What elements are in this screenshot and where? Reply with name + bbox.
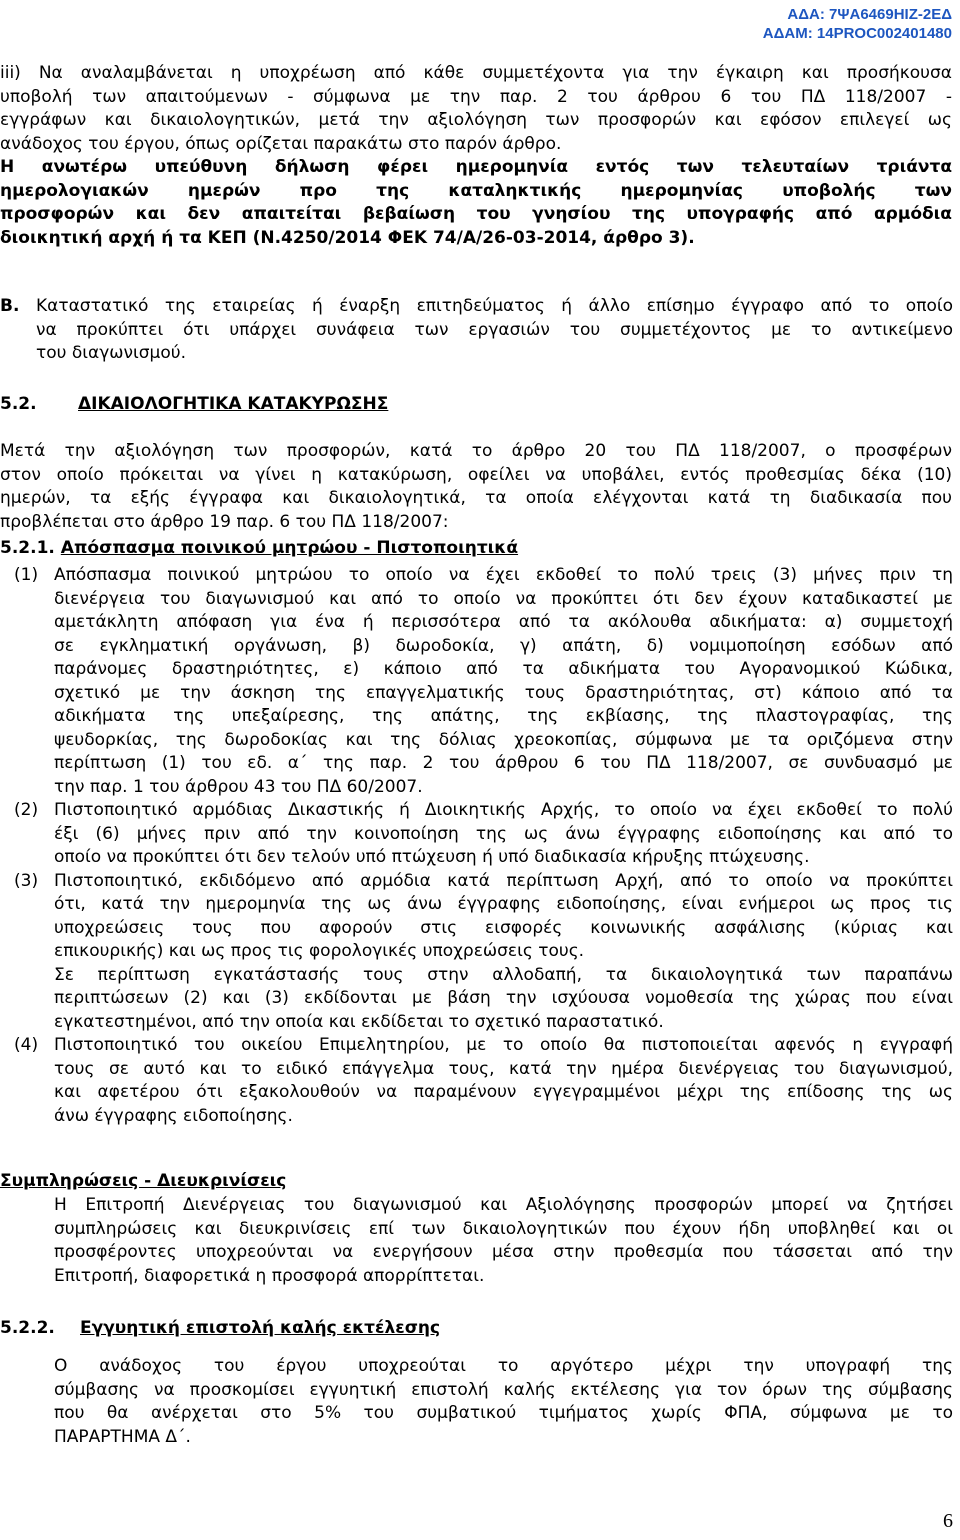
page-number: 6	[943, 1510, 953, 1532]
supplements-paragraph	[54, 1194, 953, 1288]
item-line: αμετάκλητη απόφαση για ένα ή περισσότερα από τα ακόλουθα αδικήματα: α) συμμετοχή	[54, 612, 953, 632]
list-item	[14, 870, 953, 1035]
section-5-2-paragraph	[0, 440, 952, 534]
intro-paragraph	[0, 62, 952, 250]
item-line: Πιστοποιητικό, εκδιδόμενο από αρμόδια κατά περίπτωση Αρχή, από το οποίο να προκύπτει	[54, 870, 953, 891]
item-b-line: Καταστατικό της εταιρείας ή έναρξη επιτηδεύματος ή άλλο επίσημο έγγραφο από το οποίο	[36, 296, 953, 316]
paragraph-line: προσφέροντες υποχρεούνται να ενεργήσουν μέσα στην προθεσμία που τάσσεται από την	[54, 1242, 953, 1262]
section-number: 5.2.2.	[0, 1318, 55, 1338]
section-title: Απόσπασμα ποινικού μητρώου - Πιστοποιητικά	[60, 538, 519, 558]
intro-bold-line: ημερολογιακών ημερών προ της καταληκτικής ημερομηνίας υποβολής των	[0, 180, 952, 201]
intro-line: υποβολή των απαιτούμενων - σύμφωνα με την παρ. 2 του άρθρου 6 του ΠΔ 118/2007 -	[0, 86, 952, 107]
item-b	[36, 295, 953, 366]
item-line: ψευδορκίας, της δωροδοκίας και της δόλιας χρεοκοπίας, σύμφωνα με τα οριζόμενα στην	[54, 729, 953, 750]
item-line: επικουρικής) και ως προς τις φορολογικές υποχρεώσεις τους.	[54, 941, 585, 961]
paragraph-line: Επιτροπή, διαφορετικά η προσφορά απορρίπτεται.	[54, 1265, 485, 1286]
item-number: (4)	[14, 1035, 39, 1055]
ada-code: ΑΔΑ: 7ΨΑ6469ΗΙΖ-2ΕΔ	[787, 6, 952, 23]
item-text	[54, 870, 953, 1035]
document-header	[763, 5, 952, 43]
item-text	[54, 564, 953, 799]
list-item	[14, 564, 953, 799]
item-text	[54, 799, 953, 870]
section-title: Εγγυητική επιστολή καλής εκτέλεσης	[80, 1318, 441, 1338]
item-b-label: Β.	[0, 296, 20, 316]
intro-line: ανάδοχος του έργου, όπως ορίζεται παρακάτω στο παρόν άρθρο.	[0, 133, 562, 154]
item-line: και αφετέρου ότι εξακολουθούν να παραμένουν εγγεγραμμένοι μέχρι της επίδοσης της ως	[54, 1082, 953, 1102]
item-line: τους σε αυτό και το ειδικό επάγγελμα τους, κατά την ημέρα διενέργειας του διαγωνισμού,	[54, 1058, 953, 1079]
item-line: Πιστοποιητικό αρμόδιας Δικαστικής ή Διοικητικής Αρχής, το οποίο να έχει εκδοθεί το πολύ	[54, 800, 953, 820]
list-item	[14, 1034, 953, 1128]
item-line: περιπτώσεων (2) και (3) εκδίδονται με βάση την ισχύουσα νομοθεσία της χώρας που είναι	[54, 988, 953, 1008]
section-5-2-2-paragraph	[54, 1355, 953, 1449]
item-line: παράνομες δραστηριότητες, ε) κάποιο από τα αδικήματα του Αγορανομικού Κώδικα,	[54, 659, 953, 679]
section-number: 5.2.1.	[0, 538, 55, 558]
item-line: έξι (6) μήνες πριν από την κοινοποίηση της ως άνω έγγραφης ειδοποίησης και από το	[54, 823, 953, 844]
item-line: Πιστοποιητικό του οικείου Επιμελητηρίου, με το οποίο θα πιστοποιείται αφενός η εγγραφή	[54, 1035, 953, 1055]
paragraph-line: σύμβασης να προσκομίσει εγγυητική επιστολή καλής εκτέλεσης για τον όρων της σύμβασης	[54, 1379, 953, 1400]
item-number: (3)	[14, 870, 39, 891]
section-5-2-1-heading	[0, 537, 518, 561]
intro-bold-line: Η ανωτέρω υπεύθυνη δήλωση φέρει ημερομηνία εντός των τελευταίων τριάντα	[0, 157, 952, 177]
item-line: αδικήματα της υπεξαίρεσης, της απάτης, της εκβίασης, της πλαστογραφίας, της	[54, 706, 953, 726]
section-number: 5.2.	[0, 394, 37, 414]
supplements-heading: Συμπληρώσεις - Διευκρινίσεις	[0, 1171, 287, 1191]
paragraph-line: Ο ανάδοχος του έργου υποχρεούται το αργότερο μέχρι την υπογραφή της	[54, 1356, 953, 1376]
intro-bold-line: διοικητική αρχή ή τα ΚΕΠ (Ν.4250/2014 ΦΕΚ 74/Α/26-03-2014, άρθρο 3).	[0, 227, 695, 248]
section-5-2-heading	[0, 393, 388, 417]
intro-bold-line: προσφορών και δεν απαιτείται βεβαίωση του γνησίου της υπογραφής από αρμόδια	[0, 204, 952, 224]
paragraph-line: Η Επιτροπή Διενέργειας του διαγωνισμού και Αξιολόγησης προσφορών μπορεί να ζητήσει	[54, 1195, 953, 1215]
intro-line: εγγράφων και δικαιολογητικών, μετά την αξιολόγηση των προσφορών και εφόσον επιλεγεί ως	[0, 110, 952, 130]
paragraph-line: Μετά την αξιολόγηση των προσφορών, κατά το άρθρο 20 του ΠΔ 118/2007, ο προσφέρων	[0, 441, 952, 461]
item-line: περίπτωση (1) του εδ. α΄ της παρ. 2 του άρθρου 6 του ΠΔ 118/2007, σε συνδυασμό με	[54, 753, 953, 773]
item-line: άνω έγγραφης ειδοποίησης.	[54, 1105, 293, 1126]
paragraph-line: στον οποίο πρόκειται να γίνει η κατακύρωση, οφείλει να υποβάλει, εντός προθεσμίας δέκα (10)	[0, 464, 952, 485]
item-line: οποίο να προκύπτει ότι δεν τελούν υπό πτώχευση ή υπό διαδικασία κήρυξης πτώχευσης.	[54, 847, 810, 867]
item-line: σε εγκληματική οργάνωση, β) δωροδοκία, γ) απάτη, δ) νομιμοποίηση εσόδων από	[54, 635, 953, 656]
item-line: Σε περίπτωση εγκατάστασής τους στην αλλοδαπή, τα δικαιολογητικά των παραπάνω	[54, 964, 953, 985]
intro-line: iii) Να αναλαμβάνεται η υποχρέωση από κάθε συμμετέχοντα για την έγκαιρη και προσήκουσα	[0, 63, 952, 83]
item-b-line: να προκύπτει ότι υπάρχει συνάφεια των εργασιών του συμμετέχοντος με το αντικείμενο	[36, 319, 953, 340]
section-title: ΔΙΚΑΙΟΛΟΓΗΤΙΚΑ ΚΑΤΑΚΥΡΩΣΗΣ	[78, 394, 389, 414]
item-text	[54, 1034, 953, 1128]
item-line: Απόσπασμα ποινικού μητρώου το οποίο να έχει εκδοθεί το πολύ τρεις (3) μήνες πριν τη	[54, 565, 953, 585]
item-number: (2)	[14, 800, 39, 820]
item-line: διενέργεια του διαγωνισμού και από το οποίο να προκύπτει ότι δεν έχουν καταδικαστεί με	[54, 588, 953, 609]
paragraph-line: ΠΑΡΑΡΤΗΜΑ Δ΄.	[54, 1426, 191, 1447]
item-b-line: του διαγωνισμού.	[36, 343, 187, 363]
paragraph-line: που θα ανέρχεται στο 5% του συμβατικού τιμήματος χωρίς ΦΠΑ, σύμφωνα με το	[54, 1403, 953, 1423]
item-line: ότι, κατά την ημερομηνία της ως άνω έγγραφης ειδοποίησης, είναι ενήμεροι ως προς τις	[54, 894, 953, 914]
item-line: σχετικό με την άσκηση της επαγγελματικής τους δραστηριότητας, στ) κάποιο από τα	[54, 682, 953, 703]
numbered-list	[14, 564, 953, 1128]
adam-code: ΑΔΑΜ: 14PROC002401480	[762, 25, 952, 42]
paragraph-line: ημερών, τα εξής έγγραφα και δικαιολογητικά, τα οποία ελέγχονται κατά τη διαδικασία που	[0, 488, 952, 508]
item-line: την παρ. 1 του άρθρου 43 του ΠΔ 60/2007.	[54, 776, 423, 797]
list-item	[14, 799, 953, 870]
paragraph-line: συμπληρώσεις και διευκρινίσεις επί των δικαιολογητικών που έχουν ήδη υποβληθεί και οι	[54, 1218, 953, 1239]
item-line: υποχρεώσεις τους που αφορούν στις εισφορές κοινωνικής ασφάλισης (κύριας και	[54, 917, 953, 938]
paragraph-line: προβλέπεται στο άρθρο 19 παρ. 6 του ΠΔ 118/2007:	[0, 511, 449, 532]
item-line: εγκατεστημένοι, από την οποία και εκδίδεται το σχετικό παραστατικό.	[54, 1011, 664, 1032]
item-number: (1)	[14, 565, 39, 585]
section-5-2-2-heading	[0, 1317, 440, 1341]
